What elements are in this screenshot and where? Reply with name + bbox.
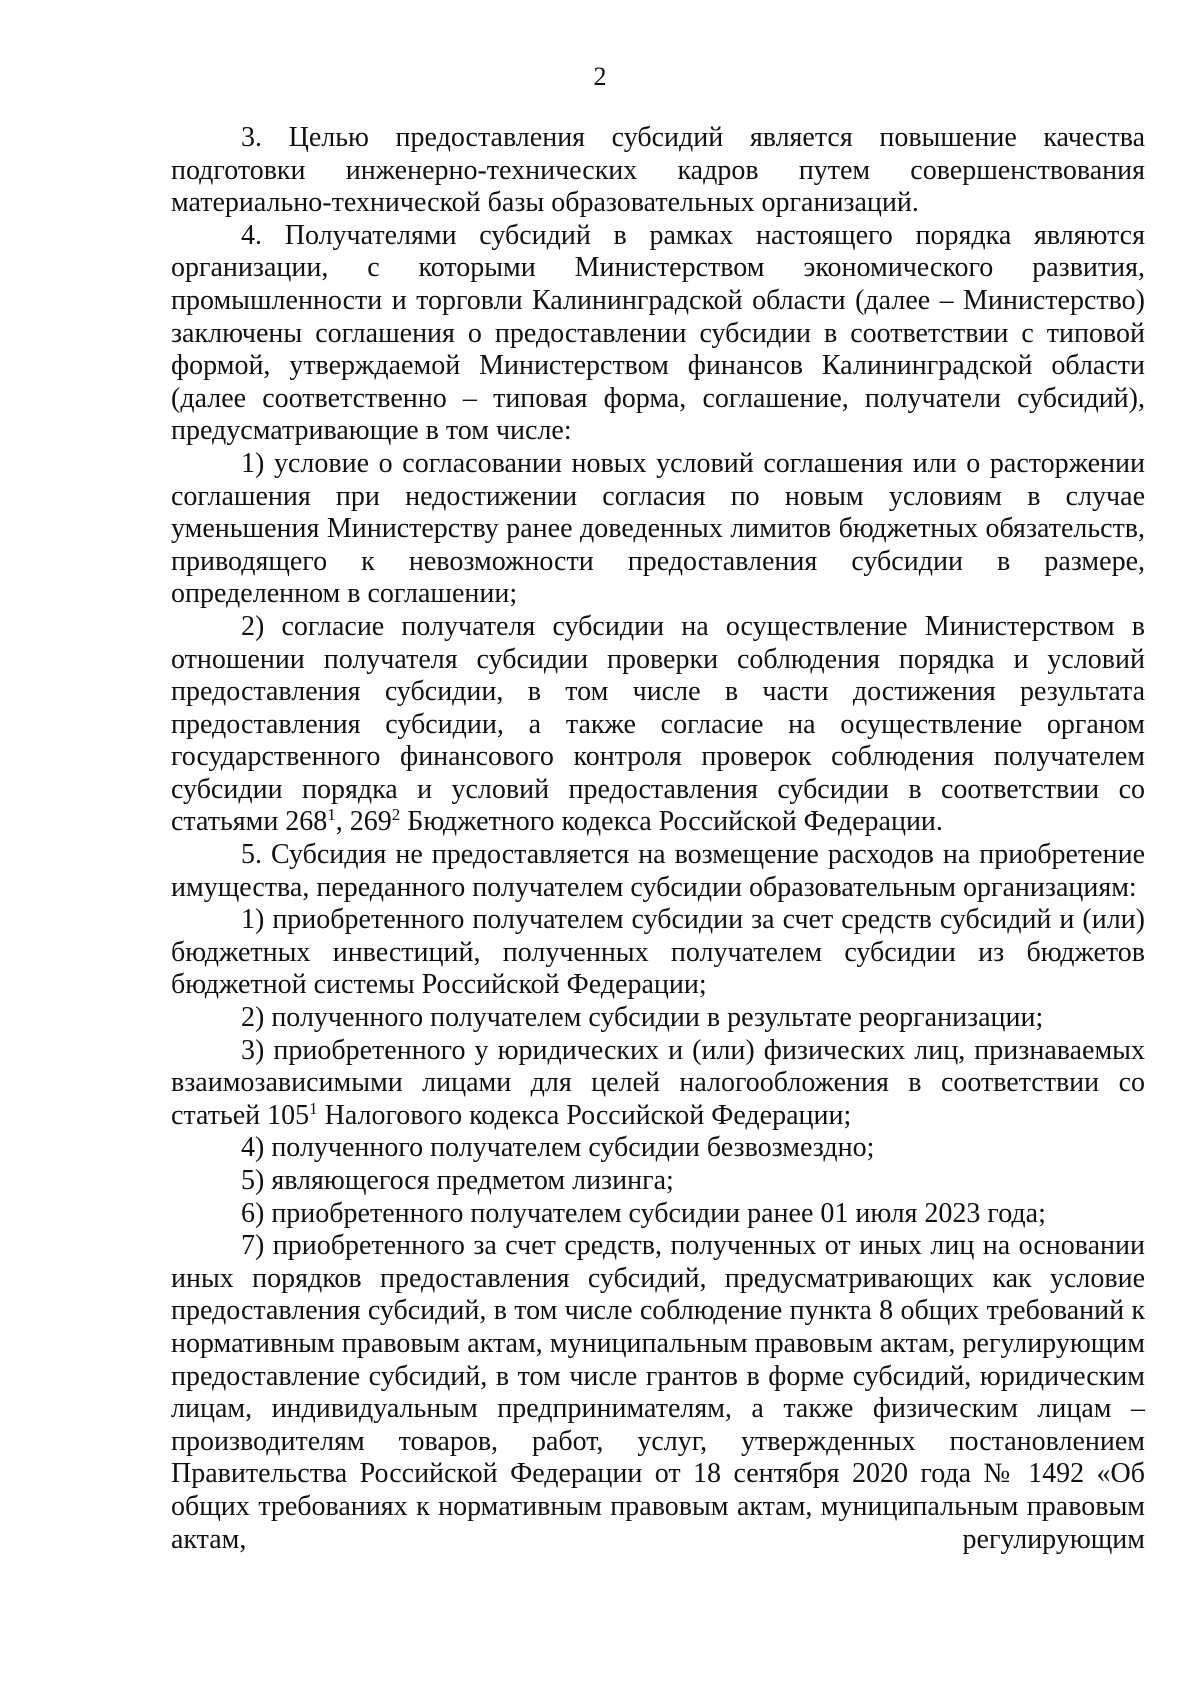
- paragraph-4-item-2-text-c: Бюджетного кодекса Российской Федерации.: [400, 806, 943, 838]
- paragraph-5-item-7: 7) приобретенного за счет средств, полученных от иных лиц на основании иных порядков предоставления субсидий, предусматривающих как условие предоставления субсидий, в том числе соблюдение пункта 8 общих требований к нормативным правовым актам, муниципальным правовым актам, регулирующим предоставление субсидий, в том числе грантов в форме субсидий, юридическим лицам, индивидуальным предпринимателям, а также физическим лицам – производителям товаров, работ, услуг, утвержденных постановлением Правительства Российской Федерации от 18 сентября 2020 года № 1492 «Об общих требованиях к нормативным правовым актам, муниципальным правовым актам, регулирующим: [171, 1230, 1145, 1555]
- paragraph-5-exclusions: 5. Субсидия не предоставляется на возмещение расходов на приобретение имущества, переданного получателем субсидии образовательным организациям:: [171, 839, 1145, 903]
- document-body: [171, 122, 1145, 1556]
- paragraph-5-item-1: 1) приобретенного получателем субсидии за счет средств субсидий и (или) бюджетных инвестиций, полученных получателем субсидии из бюджетов бюджетной системы Российской Федерации;: [171, 904, 1145, 1001]
- paragraph-3-goal: 3. Целью предоставления субсидий является повышение качества подготовки инженерно-технических кадров путем совершенствования материально-технической базы образовательных организаций.: [171, 122, 1145, 219]
- paragraph-4-item-1: 1) условие о согласовании новых условий соглашения или о расторжении соглашения при недостижении согласия по новым условиям в случае уменьшения Министерству ранее доведенных лимитов бюджетных обязательств, приводящего к невозможности предоставления субсидии в размере, определенном в соглашении;: [171, 447, 1145, 610]
- paragraph-5-item-3-text-a: 3) приобретенного у юридических и (или) физических лиц, признаваемых взаимозависимыми лицами для целей налогообложения в соответствии со статьей 105: [171, 1034, 1145, 1131]
- paragraph-5-item-5: 5) являющегося предметом лизинга;: [241, 1165, 674, 1196]
- paragraph-5-item-3-text-b: Налогового кодекса Российской Федерации;: [317, 1099, 852, 1131]
- paragraph-5-item-4: 4) полученного получателем субсидии безвозмездно;: [241, 1132, 875, 1164]
- paragraph-4-recipients: 4. Получателями субсидий в рамках настоящего порядка являются организации, с которыми Министерством экономического развития, промышленности и торговли Калининградской области (далее – Министерство) заключены соглашения о предоставлении субсидии в соответствии с типовой формой, утверждаемой Министерством финансов Калининградской области (далее соответственно – типовая форма, соглашение, получатели субсидий), предусматривающие в том числе:: [171, 219, 1145, 447]
- superscript-105: 1: [309, 1098, 318, 1118]
- paragraph-4-item-2-text-a: 2) согласие получателя субсидии на осуществление Министерством в отношении получателя субсидии проверки соблюдения порядка и условий предоставления субсидии, в том числе в части достижения результата предоставления субсидии, а также согласие на осуществление органом государственного финансового контроля проверок соблюдения получателем субсидии порядка и условий предоставления субсидии в соответствии со статьями 268: [171, 610, 1145, 838]
- paragraph-5-item-3: [171, 1035, 1145, 1133]
- paragraph-5-item-6: 6) приобретенного получателем субсидии ранее 01 июля 2023 года;: [241, 1197, 1046, 1229]
- superscript-269: 2: [391, 805, 401, 825]
- paragraph-5-item-2: 2) полученного получателем субсидии в результате реорганизации;: [241, 1002, 1044, 1034]
- paragraph-4-item-2-text-b: , 269: [335, 806, 392, 838]
- superscript-268: 1: [327, 805, 336, 825]
- page-number: 2: [593, 62, 607, 91]
- paragraph-4-item-2: [171, 611, 1145, 839]
